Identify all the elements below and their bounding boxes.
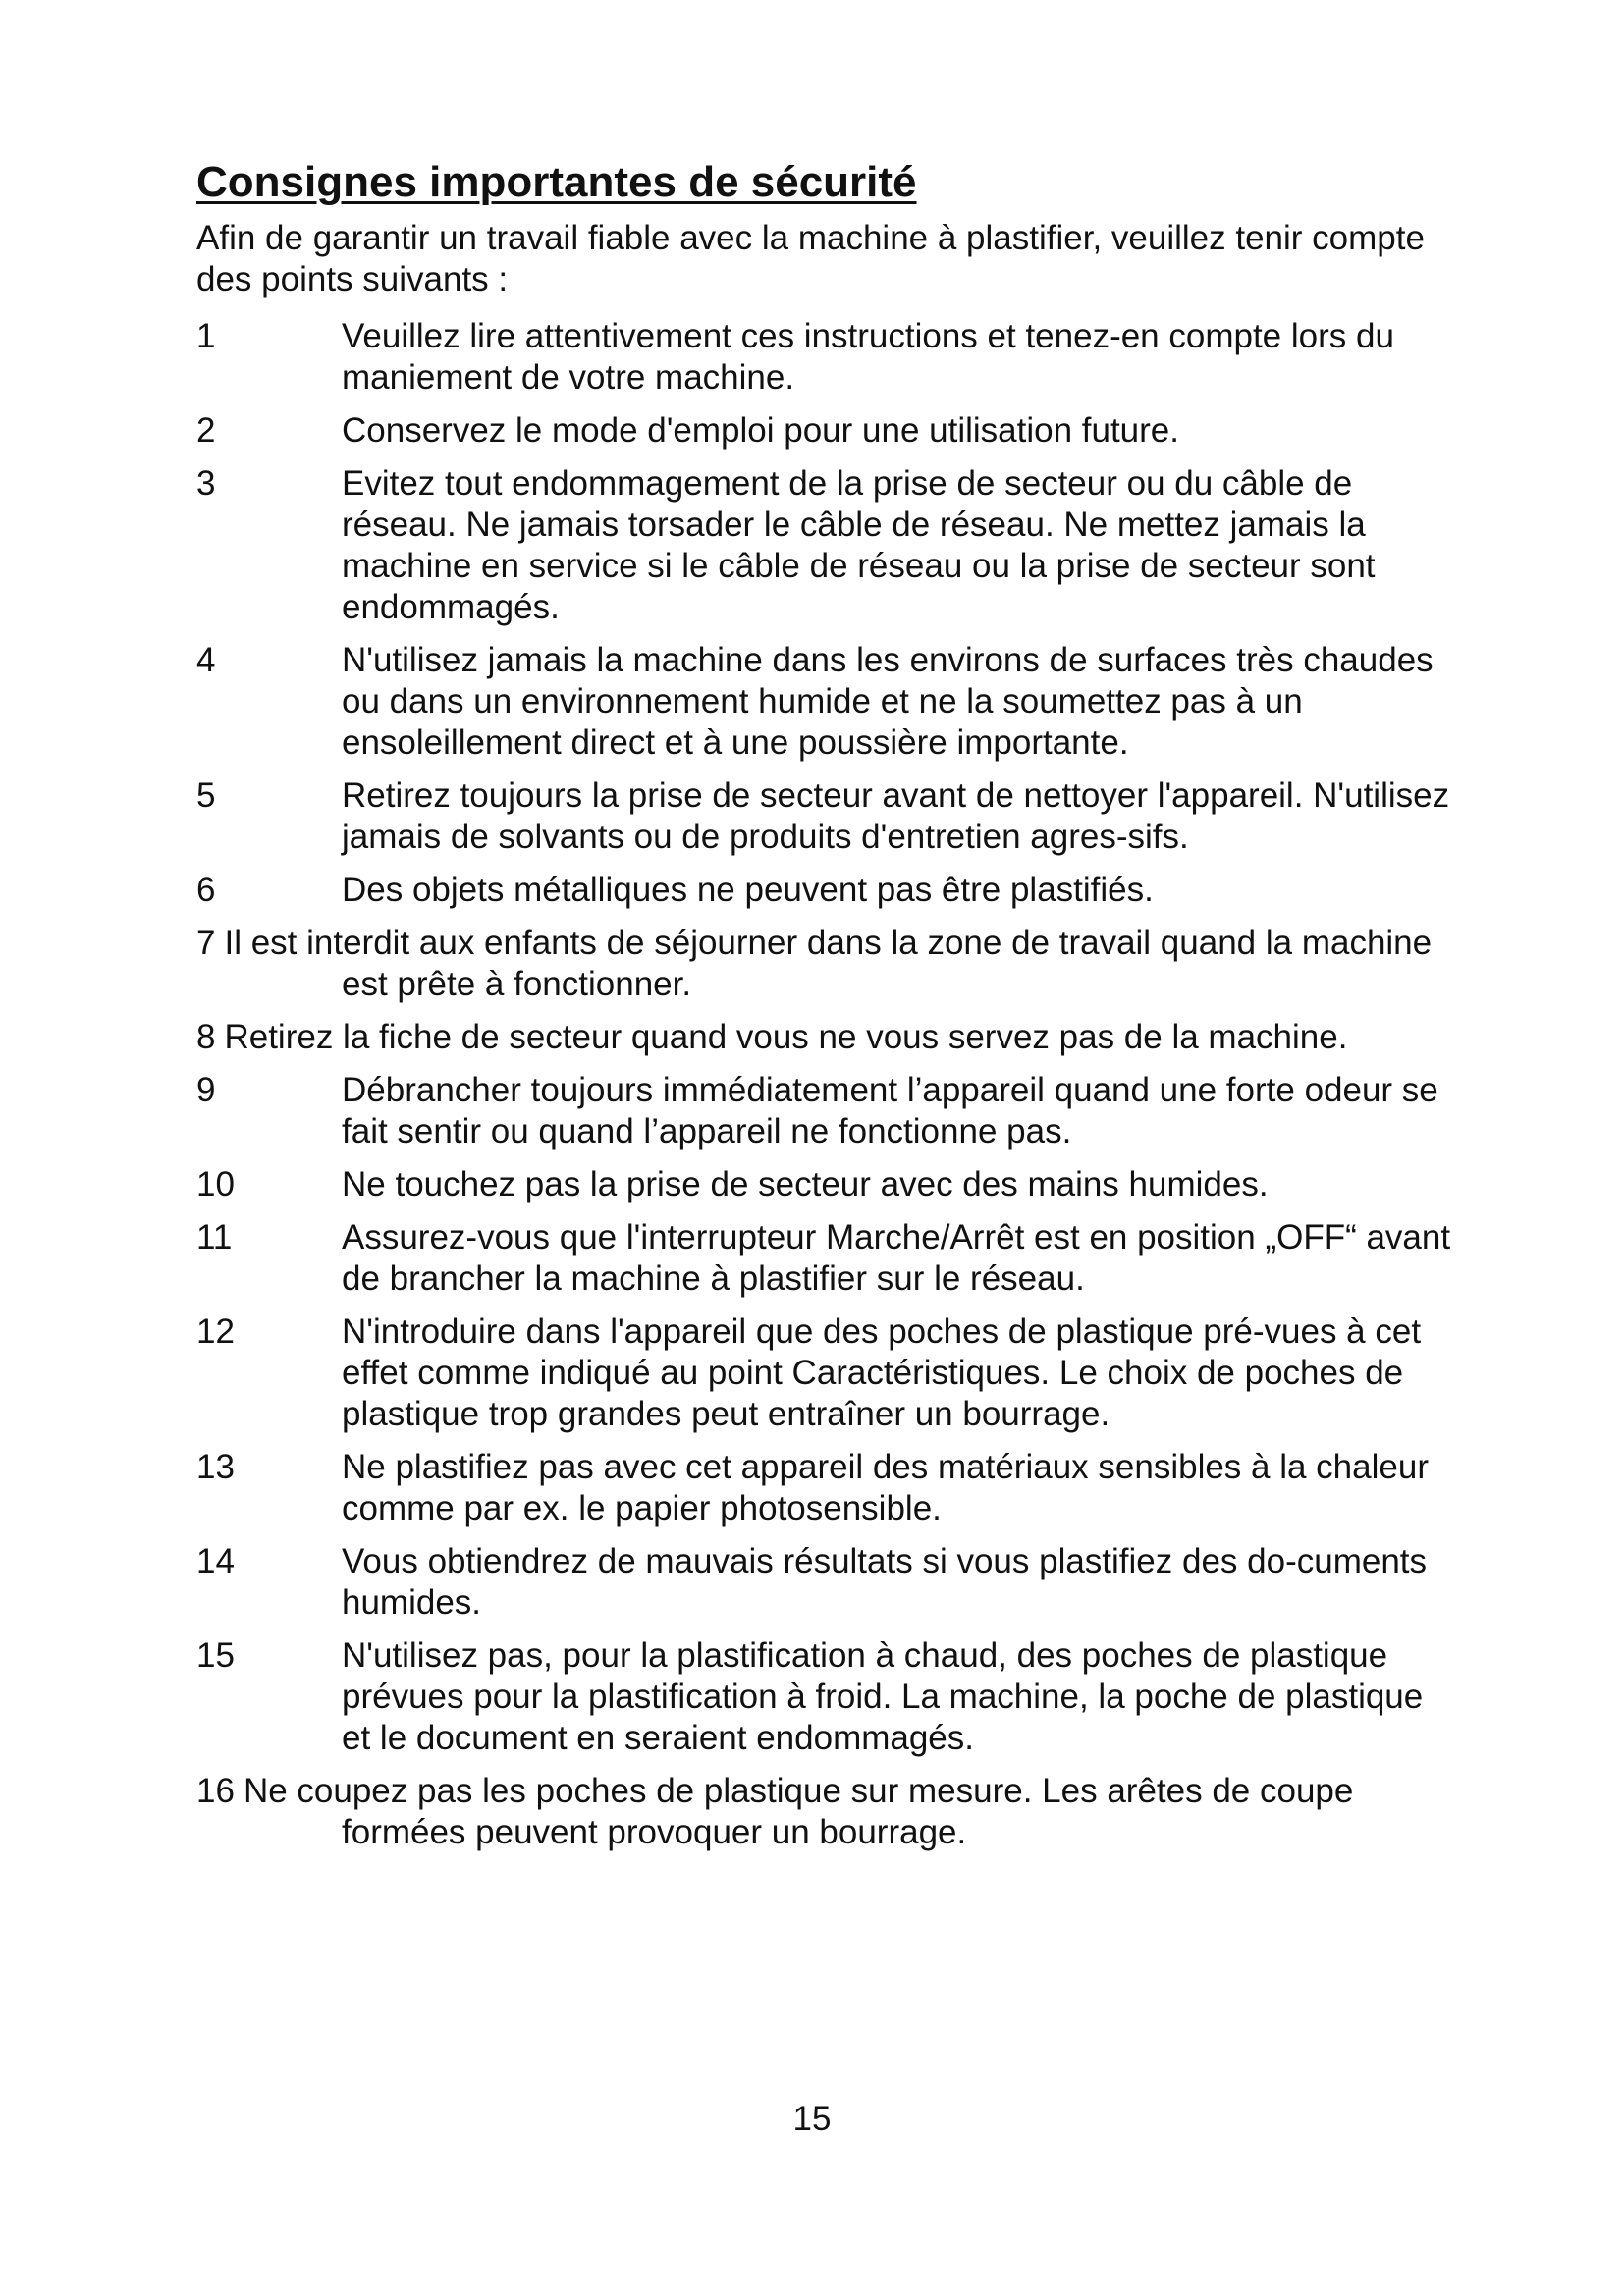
- item-number: 12: [196, 1312, 235, 1351]
- item-number: 4: [196, 641, 216, 679]
- item-number: 7: [196, 924, 216, 962]
- item-text: N'utilisez pas, pour la plastification à chaud, des poches de plastique prévues pour la plastification à froid. La machine, la poche de plastique et le document en seraient endommagés.: [342, 1636, 1424, 1757]
- item-text: Evitez tout endommagement de la prise de secteur ou du câble de réseau. Ne jamais torsader le câble de réseau. Ne mettez jamais la machine en service si le câble de réseau ou la prise de secteur sont endommagés.: [342, 464, 1376, 626]
- item-text: Ne plastifiez pas avec cet appareil des matériaux sensibles à la chaleur comme par ex. le papier photosensible.: [342, 1448, 1429, 1527]
- item-number: 9: [196, 1071, 216, 1109]
- item-number: 11: [196, 1218, 233, 1256]
- intro-paragraph: Afin de garantir un travail fiable avec la machine à plastifier, veuillez tenir compte des points suivants :: [196, 219, 1425, 298]
- item-number: 6: [196, 871, 216, 909]
- item-text: N'utilisez jamais la machine dans les environs de surfaces très chaudes ou dans un environnement humide et ne la soumettez pas à un ensoleillement direct et à une poussière importante.: [342, 641, 1434, 762]
- item-text: Retirez la fiche de secteur quand vous ne vous servez pas de la machine.: [224, 1018, 1348, 1056]
- document-page: [196, 157, 1453, 1865]
- item-text: Veuillez lire attentivement ces instructions et tenez-en compte lors du maniement de votre machine.: [342, 317, 1394, 397]
- list-item: [196, 775, 1453, 858]
- item-text: Retirez toujours la prise de secteur avant de nettoyer l'appareil. N'utilisez jamais de solvants ou de produits d'entretien agres-sifs.: [342, 776, 1450, 856]
- item-number: 10: [196, 1165, 235, 1203]
- list-item: [196, 1164, 1453, 1205]
- item-text: Ne coupez pas les poches de plastique sur mesure. Les arêtes de coupe formées peuvent provoquer un bourrage.: [243, 1772, 1354, 1851]
- item-text: Des objets métalliques ne peuvent pas être plastifiés.: [342, 871, 1154, 909]
- item-number: 16: [196, 1772, 235, 1810]
- list-item: [196, 1070, 1453, 1152]
- list-item: [196, 1311, 1453, 1435]
- item-number: 5: [196, 776, 216, 815]
- item-text: Ne touchez pas la prise de secteur avec des mains humides.: [342, 1165, 1269, 1203]
- item-number: 8: [196, 1018, 216, 1056]
- item-text: Assurez-vous que l'interrupteur Marche/Arrêt est en position „OFF“ avant de brancher la machine à plastifier sur le réseau.: [342, 1218, 1451, 1298]
- list-item: [196, 316, 1453, 399]
- item-text: Conservez le mode d'emploi pour une utilisation future.: [342, 411, 1179, 450]
- list-item: [196, 410, 1453, 452]
- list-item: [196, 1635, 1453, 1759]
- list-item: [196, 1771, 1453, 1853]
- item-text: Vous obtiendrez de mauvais résultats si vous plastifiez des do-cuments humides.: [342, 1542, 1428, 1622]
- list-item: [196, 923, 1453, 1005]
- page-number: 15: [792, 2100, 832, 2138]
- list-item: [196, 1447, 1453, 1529]
- item-number: 3: [196, 464, 216, 503]
- list-item: [196, 1541, 1453, 1624]
- item-number: 14: [196, 1542, 235, 1580]
- item-text: Débrancher toujours immédiatement l’appareil quand une forte odeur se fait sentir ou quand l’appareil ne fonctionne pas.: [342, 1071, 1438, 1150]
- item-text: Il est interdit aux enfants de séjourner dans la zone de travail quand la machine est prête à fonctionner.: [224, 924, 1433, 1003]
- item-number: 15: [196, 1636, 235, 1675]
- item-number: 13: [196, 1448, 235, 1486]
- list-item: [196, 640, 1453, 764]
- safety-list: [196, 316, 1453, 1853]
- item-number: 1: [196, 317, 216, 355]
- list-item: [196, 1217, 1453, 1300]
- page-title: Consignes importantes de sécurité: [196, 158, 917, 206]
- item-text: N'introduire dans l'appareil que des poches de plastique pré-vues à cet effet comme indiqué au point Caractéristiques. Le choix de poches de plastique trop grandes peut entraîner un bourrage.: [342, 1312, 1422, 1433]
- item-number: 2: [196, 411, 216, 450]
- list-item: [196, 463, 1453, 628]
- list-item: [196, 1017, 1453, 1058]
- list-item: [196, 870, 1453, 911]
